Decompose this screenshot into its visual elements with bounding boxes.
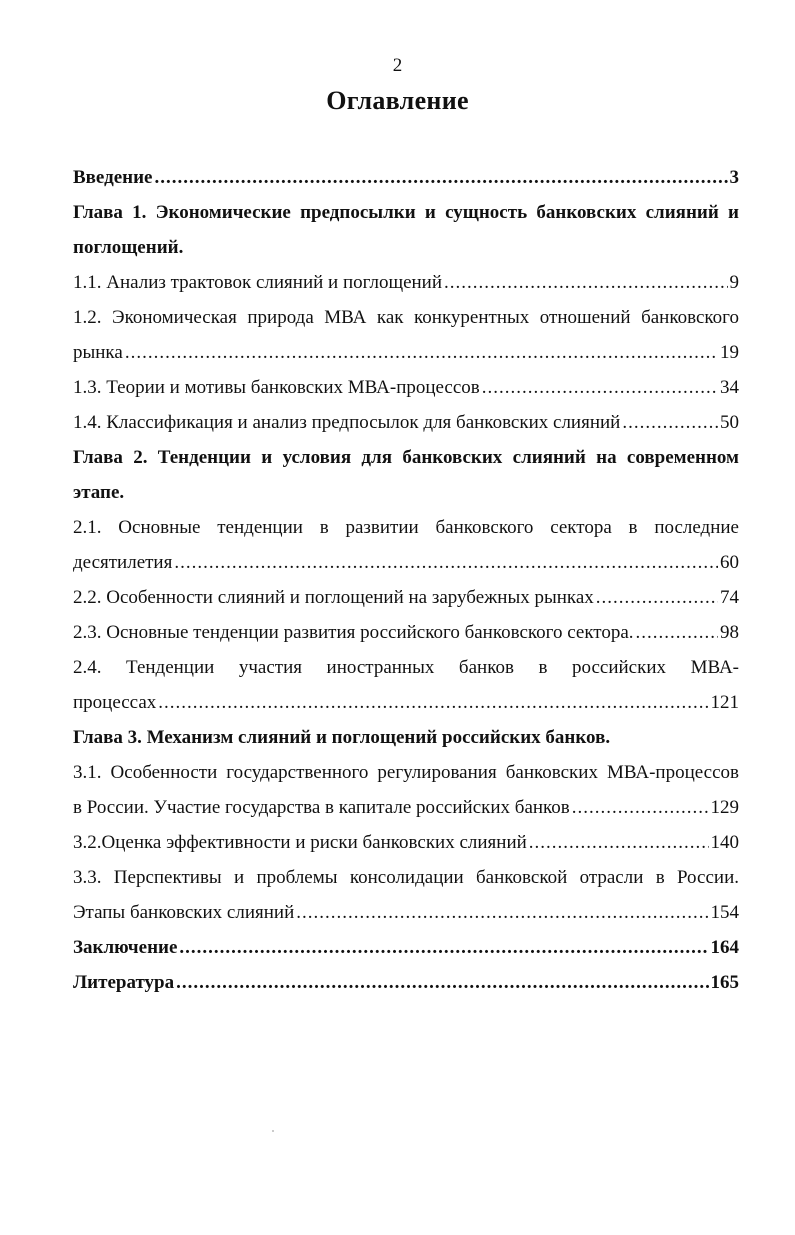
toc-entry-conclusion (73, 930, 739, 965)
toc-entry-2-1 (73, 545, 739, 580)
page-title: Оглавление (326, 86, 469, 115)
chapter-2-title: Глава 2. Тенденции и условия для банковских слияний на современном (73, 447, 739, 468)
toc-entry-2-1-line1: 2.1. Основные тенденции в развитии банковского сектора в последние (73, 517, 739, 538)
toc-entry-1-4 (73, 405, 739, 440)
scan-speck (272, 1130, 274, 1132)
leader-dots (176, 965, 708, 1000)
toc-page-number: 74 (720, 587, 739, 608)
leader-dots (158, 685, 708, 720)
toc-entry-text: 1.3. Теории и мотивы банковских МВА-процессов (73, 377, 480, 398)
leader-dots (444, 265, 727, 300)
toc-entry-3-3-line1: 3.3. Перспективы и проблемы консолидации банковской отрасли в России. (73, 867, 739, 888)
toc-page-number: 19 (720, 342, 739, 363)
toc-entry-3-2 (73, 825, 739, 860)
chapter-1-title-cont: поглощений. (73, 237, 184, 258)
toc-entry-text: в России. Участие государства в капитале российских банков (73, 797, 570, 818)
toc-entry-text: 2.2. Особенности слияний и поглощений на зарубежных рынках (73, 587, 594, 608)
page-number: 2 (392, 55, 403, 76)
toc-entry-1-2-line1: 1.2. Экономическая природа МВА как конкурентных отношений банковского (73, 307, 739, 328)
toc-entry-text: десятилетия (73, 552, 173, 573)
toc-entry-text: 3.2.Оценка эффективности и риски банковских слияний (73, 832, 527, 853)
table-of-contents (73, 160, 739, 1000)
toc-entry-3-3 (73, 895, 739, 930)
leader-dots (179, 930, 708, 965)
toc-entry-3-1 (73, 790, 739, 825)
toc-entry-text: Этапы банковских слияний (73, 902, 295, 923)
toc-entry-1-1 (73, 265, 739, 300)
toc-entry-2-2 (73, 580, 739, 615)
toc-entry-text: Введение (73, 167, 153, 188)
toc-entry-2-3 (73, 615, 739, 650)
toc-entry-2-4 (73, 685, 739, 720)
toc-entry-text: 1.4. Классификация и анализ предпосылок для банковских слияний (73, 412, 621, 433)
toc-page-number: 165 (710, 972, 739, 993)
leader-dots (155, 160, 728, 195)
chapter-2-title-cont: этапе. (73, 482, 125, 503)
leader-dots (622, 405, 718, 440)
toc-page-number: 3 (729, 167, 739, 188)
toc-page-number: 9 (729, 272, 739, 293)
leader-dots (636, 615, 718, 650)
toc-page-number: 129 (710, 797, 739, 818)
toc-entry-1-3 (73, 370, 739, 405)
toc-page-number: 121 (710, 692, 739, 713)
toc-entry-2-4-line1: 2.4. Тенденции участия иностранных банков в российских МВА- (73, 657, 739, 678)
toc-entry-3-1-line1: 3.1. Особенности государственного регулирования банковских МВА-процессов (73, 762, 739, 783)
leader-dots (174, 545, 718, 580)
toc-page-number: 34 (720, 377, 739, 398)
toc-page-number: 60 (720, 552, 739, 573)
toc-entry-1-2 (73, 335, 739, 370)
toc-entry-text: 2.3. Основные тенденции развития российского банковского сектора. (73, 622, 634, 643)
leader-dots (596, 580, 718, 615)
toc-page-number: 50 (720, 412, 739, 433)
toc-page-number: 140 (710, 832, 739, 853)
chapter-1-title: Глава 1. Экономические предпосылки и сущность банковских слияний и (73, 202, 739, 223)
leader-dots (125, 335, 718, 370)
leader-dots (296, 895, 708, 930)
toc-entry-text: Литература (73, 972, 175, 993)
leader-dots (529, 825, 709, 860)
toc-page-number: 164 (710, 937, 739, 958)
toc-page-number: 154 (710, 902, 739, 923)
leader-dots (482, 370, 718, 405)
toc-page-number: 98 (720, 622, 739, 643)
toc-entry-text: процессах (73, 692, 157, 713)
toc-entry-text: 1.1. Анализ трактовок слияний и поглощений (73, 272, 443, 293)
toc-entry-text: Заключение (73, 937, 178, 958)
chapter-3-title: Глава 3. Механизм слияний и поглощений российских банков. (73, 727, 611, 748)
toc-entry-text: рынка (73, 342, 123, 363)
toc-entry-literature (73, 965, 739, 1000)
toc-entry-intro (73, 160, 739, 195)
leader-dots (572, 790, 709, 825)
